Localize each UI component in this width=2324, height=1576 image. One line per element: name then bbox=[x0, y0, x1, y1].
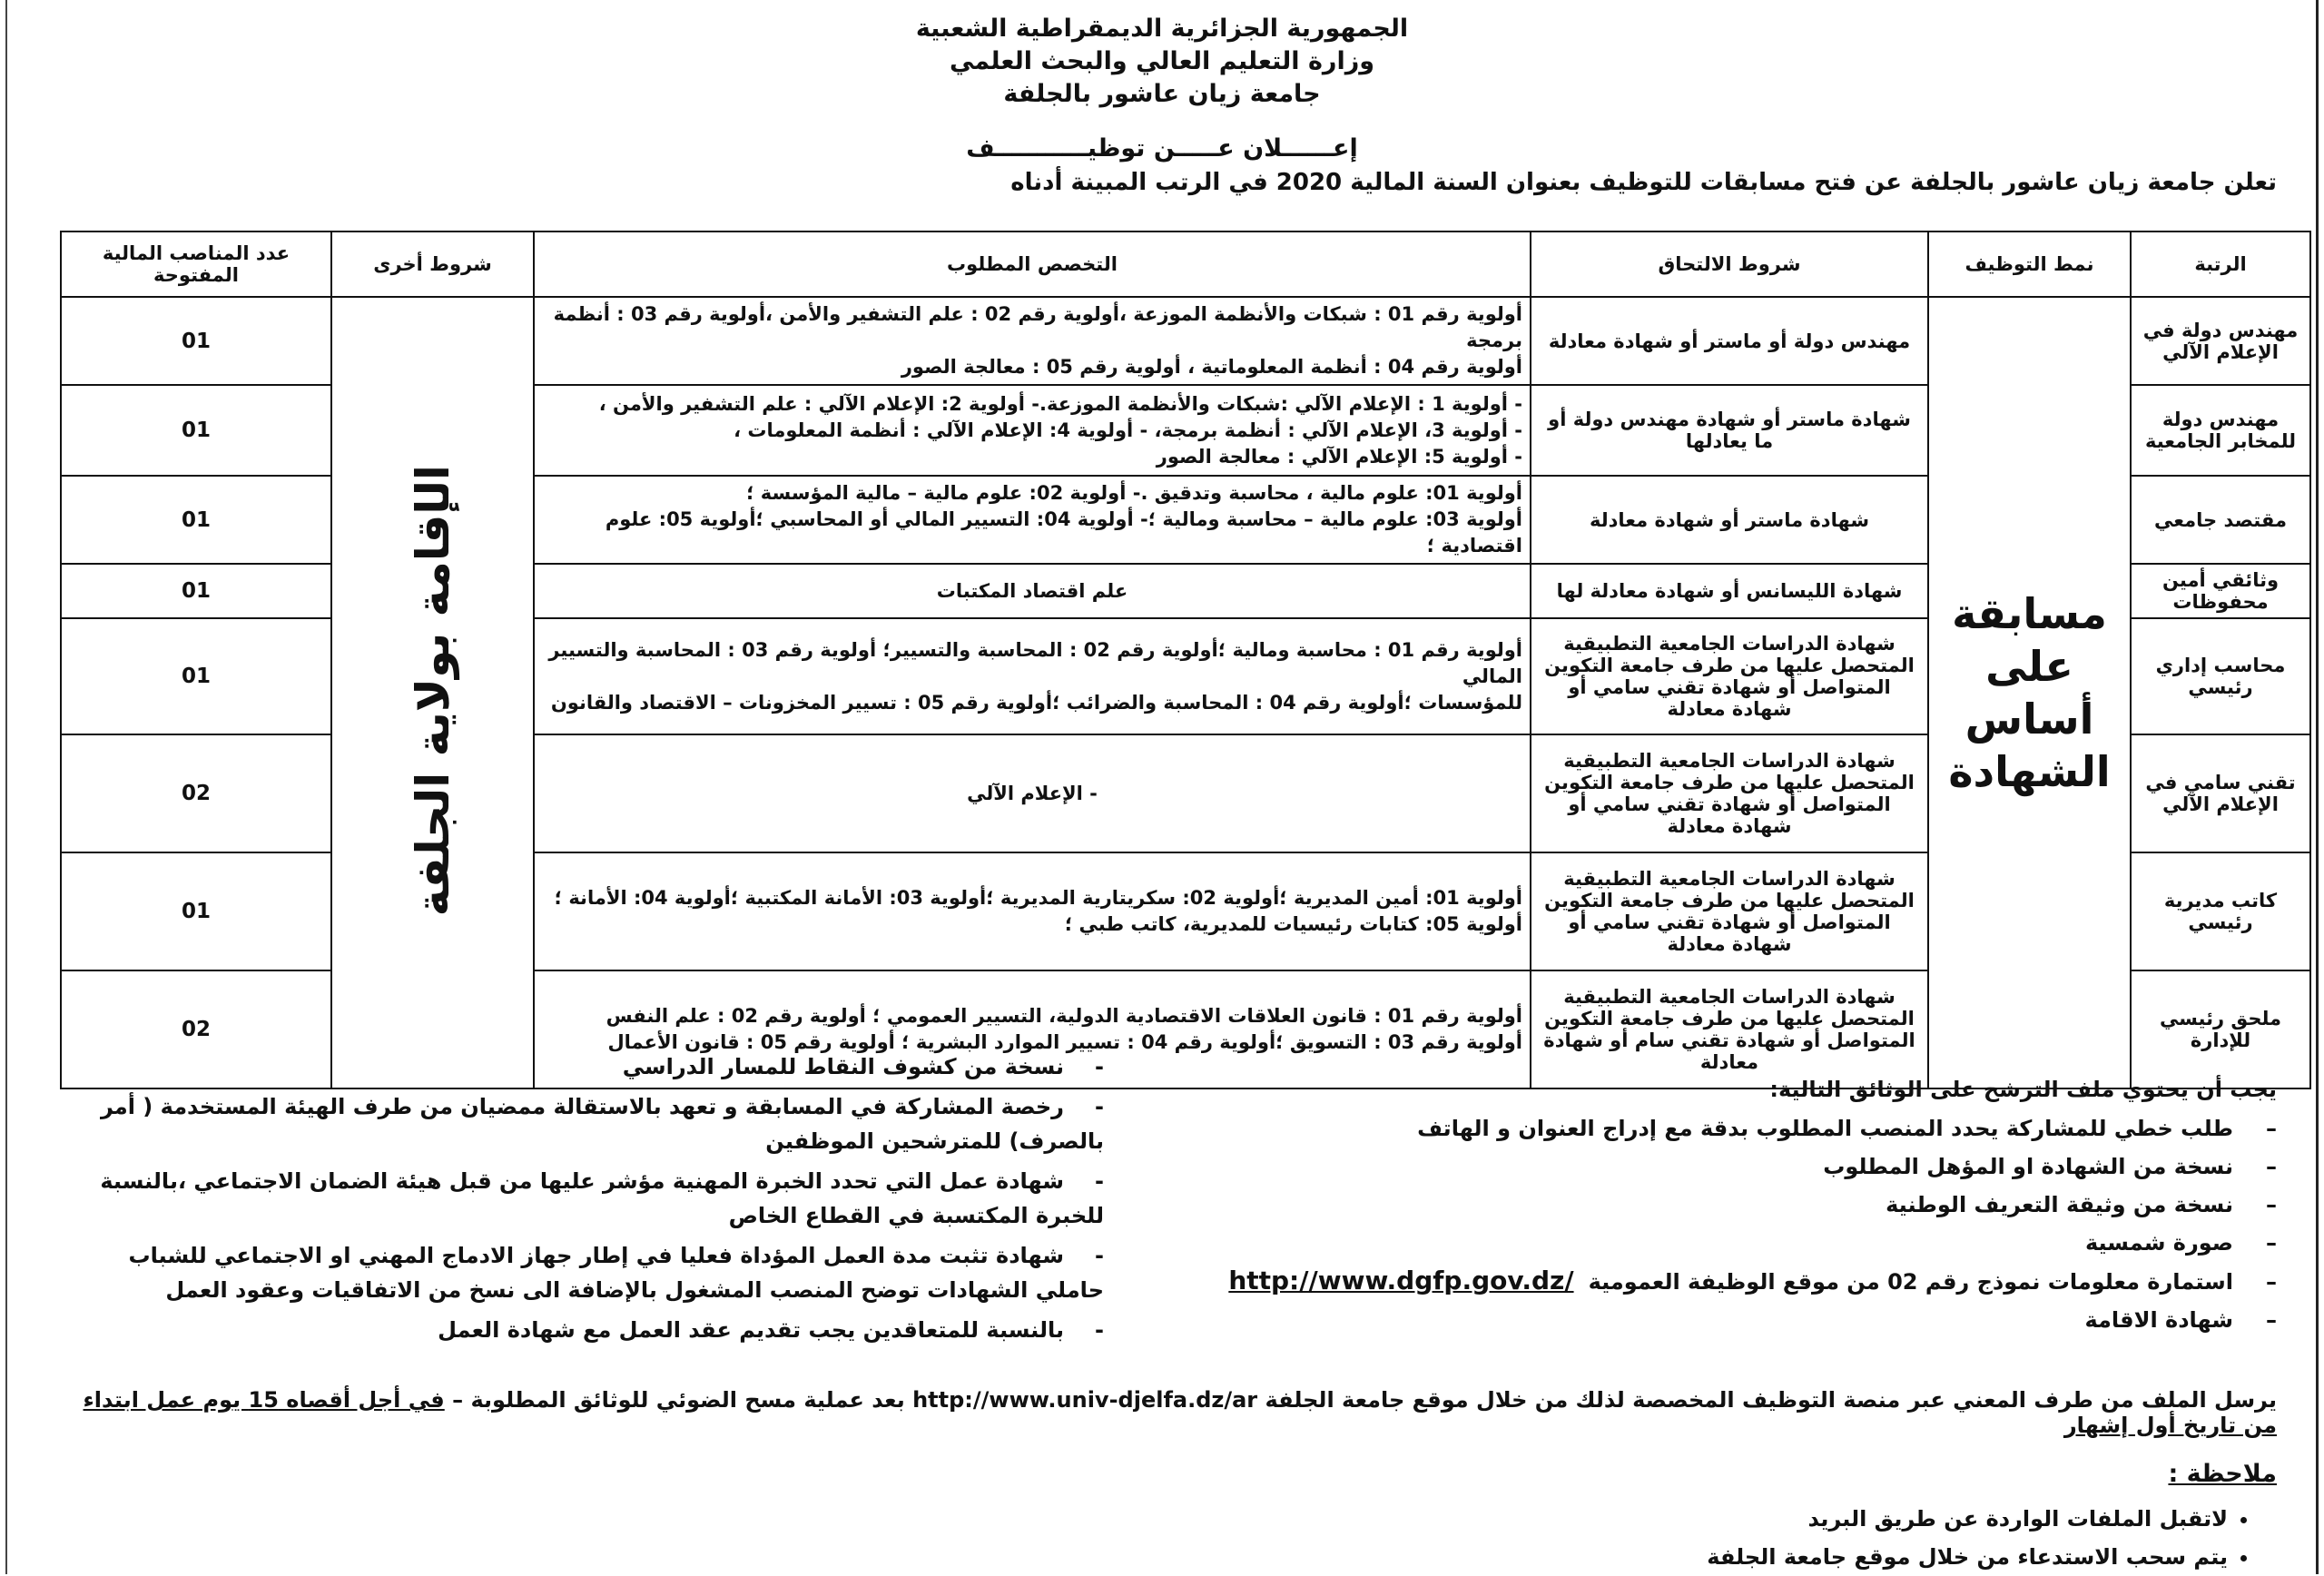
mode-line-3: أساس bbox=[1965, 694, 2094, 744]
cell-count: 01 bbox=[61, 564, 331, 618]
list-item bbox=[60, 1313, 1104, 1347]
header-specialty: التخصص المطلوب bbox=[534, 231, 1531, 297]
list-item-text: صورة شمسية bbox=[2084, 1230, 2233, 1256]
list-dash: – bbox=[2266, 1307, 2277, 1333]
table-header-row bbox=[61, 231, 2310, 297]
list-item bbox=[1206, 1186, 2277, 1224]
list-item-text: نسخة من وثيقة التعريف الوطنية bbox=[1886, 1192, 2233, 1217]
list-item: • يتم سحب الاستدعاء من خلال موقع جامعة الجلفة bbox=[1707, 1538, 2228, 1576]
list-item bbox=[1206, 1262, 2277, 1301]
header-ministry: وزارة التعليم العالي والبحث العلمي bbox=[949, 47, 1375, 75]
document-header bbox=[817, 13, 1507, 111]
cell-rank: كاتب مديرية رئيسي bbox=[2131, 852, 2310, 970]
cell-count: 01 bbox=[61, 385, 331, 476]
header-republic: الجمهورية الجزائرية الديمقراطية الشعبية bbox=[915, 15, 1409, 43]
header-rank: الرتبة bbox=[2131, 231, 2310, 297]
specialty-line: أولوية رقم 01 : قانون العلاقات الاقتصادية الدولية، التسيير العمومي ؛ أولوية رقم 02 : علم النفس bbox=[606, 1005, 1522, 1027]
specialty-line: - الإعلام الآلي bbox=[967, 782, 1098, 804]
cell-rank: محاسب إداري رئيسي bbox=[2131, 618, 2310, 734]
list-item-text: شهادة عمل التي تحدد الخبرة المهنية مؤشر عليها من قبل هيئة الضمان الاجتماعي ،بالنسبة للخبرة المكتسبة في القطاع الخاص bbox=[100, 1168, 1104, 1228]
additional-documents-list bbox=[60, 1049, 1104, 1347]
notes bbox=[1707, 1500, 2260, 1576]
cell-conditions: شهادة ماستر أو شهادة معادلة bbox=[1531, 476, 1928, 564]
list-dash: – bbox=[2266, 1116, 2277, 1141]
specialty-line: أولوية رقم 01 : محاسبة ومالية ؛أولوية رقم 02 : المحاسبة والتسيير؛ أولوية رقم 03 : المحاسبة والتسيير المالي bbox=[548, 638, 1522, 687]
scan-border-left bbox=[5, 0, 7, 1574]
header-university: جامعة زيان عاشور بالجلفة bbox=[1003, 80, 1321, 108]
cell-specialty bbox=[534, 734, 1531, 852]
specialty-line: أولوية رقم 01 : شبكات والأنظمة الموزعة ،أولوية رقم 02 : علم التشفير والأمن ،أولوية رقم 03 : أنظمة برمجة bbox=[553, 303, 1522, 351]
list-item bbox=[60, 1164, 1104, 1233]
list-item-text: نسخة من كشوف النقاط للمسار الدراسي bbox=[622, 1054, 1064, 1079]
positions-table bbox=[60, 231, 2311, 1089]
list-item bbox=[1206, 1109, 2277, 1148]
announcement-title: إعــــــلان عـــــن توظيـــــــــــف bbox=[966, 134, 1358, 163]
specialty-line: أولوية 01: أمين المديرية ؛أولوية 02: سكريتارية المديرية ؛أولوية 03: الأمانة المكتبية ؛أولوية 04: الأمانة ؛ bbox=[554, 887, 1522, 909]
send-instructions bbox=[44, 1387, 2277, 1438]
additional-documents bbox=[60, 1049, 1104, 1353]
list-item bbox=[1206, 1224, 2277, 1262]
list-dash: - bbox=[1095, 1168, 1104, 1194]
scan-border-right bbox=[2316, 0, 2319, 1574]
specialty-line: أولوية 03: علوم مالية – محاسبة ومالية ؛- أولوية 04: التسيير المالي أو المحاسبي ؛أولوية 05: علوم اقتصادية ؛ bbox=[605, 508, 1522, 557]
cell-conditions: شهادة ماستر أو شهادة مهندس دولة أو ما يعادلها bbox=[1531, 385, 1928, 476]
cell-specialty bbox=[534, 476, 1531, 564]
cell-specialty bbox=[534, 297, 1531, 385]
list-item-text: بالنسبة للمتعاقدين يجب تقديم عقد العمل مع شهادة العمل bbox=[438, 1317, 1064, 1343]
cell-specialty bbox=[534, 852, 1531, 970]
specialty-line: علم اقتصاد المكتبات bbox=[936, 579, 1128, 602]
send-instructions-deadline: في أجل أقصاه 15 يوم عمل ابتداء من تاريخ أول إشهار bbox=[83, 1387, 2277, 1438]
cell-specialty bbox=[534, 618, 1531, 734]
required-documents-lead: يجب أن يحتوي ملف الترشح على الوثائق التالية: bbox=[1769, 1077, 2277, 1102]
list-dash: - bbox=[1095, 1094, 1104, 1119]
cell-count: 01 bbox=[61, 852, 331, 970]
cell-count: 02 bbox=[61, 734, 331, 852]
cell-conditions: شهادة الليسانس أو شهادة معادلة لها bbox=[1531, 564, 1928, 618]
list-item bbox=[1206, 1148, 2277, 1186]
list-dash: - bbox=[1095, 1317, 1104, 1343]
cell-specialty bbox=[534, 564, 1531, 618]
note-title: ملاحظة : bbox=[2168, 1460, 2277, 1488]
mode-line-1: مسابقة bbox=[1952, 589, 2107, 638]
list-item-text: رخصة المشاركة في المسابقة و تعهد بالاستقالة ممضيان من طرف الهيئة المستخدمة ( أمر بالصرف) للمترشحين الموظفين bbox=[100, 1094, 1104, 1154]
list-item-text: طلب خطي للمشاركة يحدد المنصب المطلوب بدقة مع إدراج العنوان و الهاتف bbox=[1417, 1116, 2233, 1141]
cell-rank: مقتصد جامعي bbox=[2131, 476, 2310, 564]
mode-line-2: على bbox=[1985, 642, 2073, 691]
list-dash: – bbox=[2266, 1269, 2277, 1295]
list-item bbox=[60, 1089, 1104, 1158]
list-dash: - bbox=[1095, 1054, 1104, 1079]
list-dash: - bbox=[1095, 1243, 1104, 1268]
cell-rank: وثائقي أمين محفوظات bbox=[2131, 564, 2310, 618]
cell-rank: مهندس دولة في الإعلام الآلي bbox=[2131, 297, 2310, 385]
list-item-text: نسخة من الشهادة او المؤهل المطلوب bbox=[1823, 1154, 2233, 1179]
cell-conditions: شهادة الدراسات الجامعية التطبيقية المتحصل عليها من طرف جامعة التكوين المتواصل أو شهادة تقني سامي أو شهادة معادلة bbox=[1531, 734, 1928, 852]
header-conditions: شروط الالتحاق bbox=[1531, 231, 1928, 297]
list-item: • لاتقبل الملفات الواردة عن طريق البريد bbox=[1707, 1500, 2228, 1538]
list-item-text: استمارة معلومات نموذج رقم 02 من موقع الوظيفة العمومية bbox=[1588, 1269, 2233, 1295]
cell-specialty bbox=[534, 385, 1531, 476]
header-count: عدد المناصب المالية المفتوحة bbox=[61, 231, 331, 297]
cell-conditions: شهادة الدراسات الجامعية التطبيقية المتحصل عليها من طرف جامعة التكوين المتواصل أو شهادة تقني سامي أو شهادة معادلة bbox=[1531, 618, 1928, 734]
list-dash: – bbox=[2266, 1154, 2277, 1179]
header-mode: نمط التوظيف bbox=[1928, 231, 2131, 297]
specialty-line: أولوية رقم 03 : التسويق ؛أولوية رقم 04 : تسيير الموارد البشرية ؛ أولوية رقم 05 : قانون الأعمال bbox=[607, 1031, 1522, 1053]
announcement-intro: تعلن جامعة زيان عاشور بالجلفة عن فتح مسابقات للتوظيف بعنوان السنة المالية 2020 في الرتب المبينة أدناه bbox=[1010, 169, 2277, 196]
table-row bbox=[61, 297, 2310, 385]
specialty-line: للمؤسسات ؛أولوية رقم 04 : المحاسبة والضرائب ؛أولوية رقم 05 : تسيير المخزونات – الاقتصاد والقانون bbox=[550, 691, 1522, 714]
list-dash: – bbox=[2266, 1230, 2277, 1256]
specialty-line: - أولوية 3، الإعلام الآلي : أنظمة برمجة، - أولوية 4: الإعلام الآلي : أنظمة المعلومات ، bbox=[734, 419, 1522, 441]
cell-other-merged bbox=[331, 297, 534, 1088]
cell-rank: ملحق رئيسي للإدارة bbox=[2131, 970, 2310, 1088]
cell-conditions: شهادة الدراسات الجامعية التطبيقية المتحصل عليها من طرف جامعة التكوين المتواصل أو شهادة تقني سام أو شهادة معادلة bbox=[1531, 970, 1928, 1088]
list-item-text: شهادة الاقامة bbox=[2084, 1307, 2233, 1333]
required-documents bbox=[1206, 1077, 2277, 1339]
list-item-text: شهادة تثبت مدة العمل المؤداة فعليا في إطار جهاز الادماج المهني او الاجتماعي للشباب حاملي الشهادات توضح المنصب المشغول بالإضافة الى نسخ من الاتفاقيات وعقود العمل bbox=[128, 1243, 1104, 1303]
specialty-line: أولوية 05: كتابات رئيسيات للمديرية، كاتب طبي ؛ bbox=[1064, 913, 1522, 935]
cell-count: 01 bbox=[61, 297, 331, 385]
cell-count: 01 bbox=[61, 476, 331, 564]
specialty-line: - أولوية 5: الإعلام الآلي : معالجة الصور bbox=[1156, 445, 1522, 468]
send-instructions-main: يرسل الملف من طرف المعني عبر منصة التوظيف المخصصة لذلك من خلال موقع جامعة الجلفة http://www.univ-djelfa.dz/ar بعد عملية مسح الضوئي للوثائق المطلوبة – bbox=[452, 1387, 2277, 1413]
cell-mode-merged bbox=[1928, 297, 2131, 1088]
other-conditions-text: الإقامة بولاية الجلفة bbox=[406, 464, 459, 917]
cell-conditions: مهندس دولة أو ماستر أو شهادة معادلة bbox=[1531, 297, 1928, 385]
dgfp-link[interactable]: http://www.dgfp.gov.dz/ bbox=[1228, 1266, 1574, 1295]
cell-count: 01 bbox=[61, 618, 331, 734]
list-item bbox=[60, 1238, 1104, 1307]
list-item bbox=[1206, 1301, 2277, 1339]
cell-count: 02 bbox=[61, 970, 331, 1088]
cell-rank: تقني سامي في الإعلام الآلي bbox=[2131, 734, 2310, 852]
list-item bbox=[60, 1049, 1104, 1084]
mode-line-4: الشهادة bbox=[1948, 747, 2111, 796]
list-dash: – bbox=[2266, 1192, 2277, 1217]
required-documents-list bbox=[1206, 1109, 2277, 1339]
notes-list bbox=[1707, 1500, 2260, 1576]
specialty-line: - أولوية 1 : الإعلام الآلي :شبكات والأنظمة الموزعة.- أولوية 2: الإعلام الآلي : علم التشفير والأمن ، bbox=[598, 392, 1522, 415]
cell-conditions: شهادة الدراسات الجامعية التطبيقية المتحصل عليها من طرف جامعة التكوين المتواصل أو شهادة تقني سامي أو شهادة معادلة bbox=[1531, 852, 1928, 970]
specialty-line: أولوية 01: علوم مالية ، محاسبة وتدقيق .- أولوية 02: علوم مالية – مالية المؤسسة ؛ bbox=[746, 482, 1522, 504]
header-other: شروط أخرى bbox=[331, 231, 534, 297]
cell-rank: مهندس دولة للمخابر الجامعية bbox=[2131, 385, 2310, 476]
specialty-line: أولوية رقم 04 : أنظمة المعلوماتية ، أولوية رقم 05 : معالجة الصور bbox=[901, 356, 1522, 378]
